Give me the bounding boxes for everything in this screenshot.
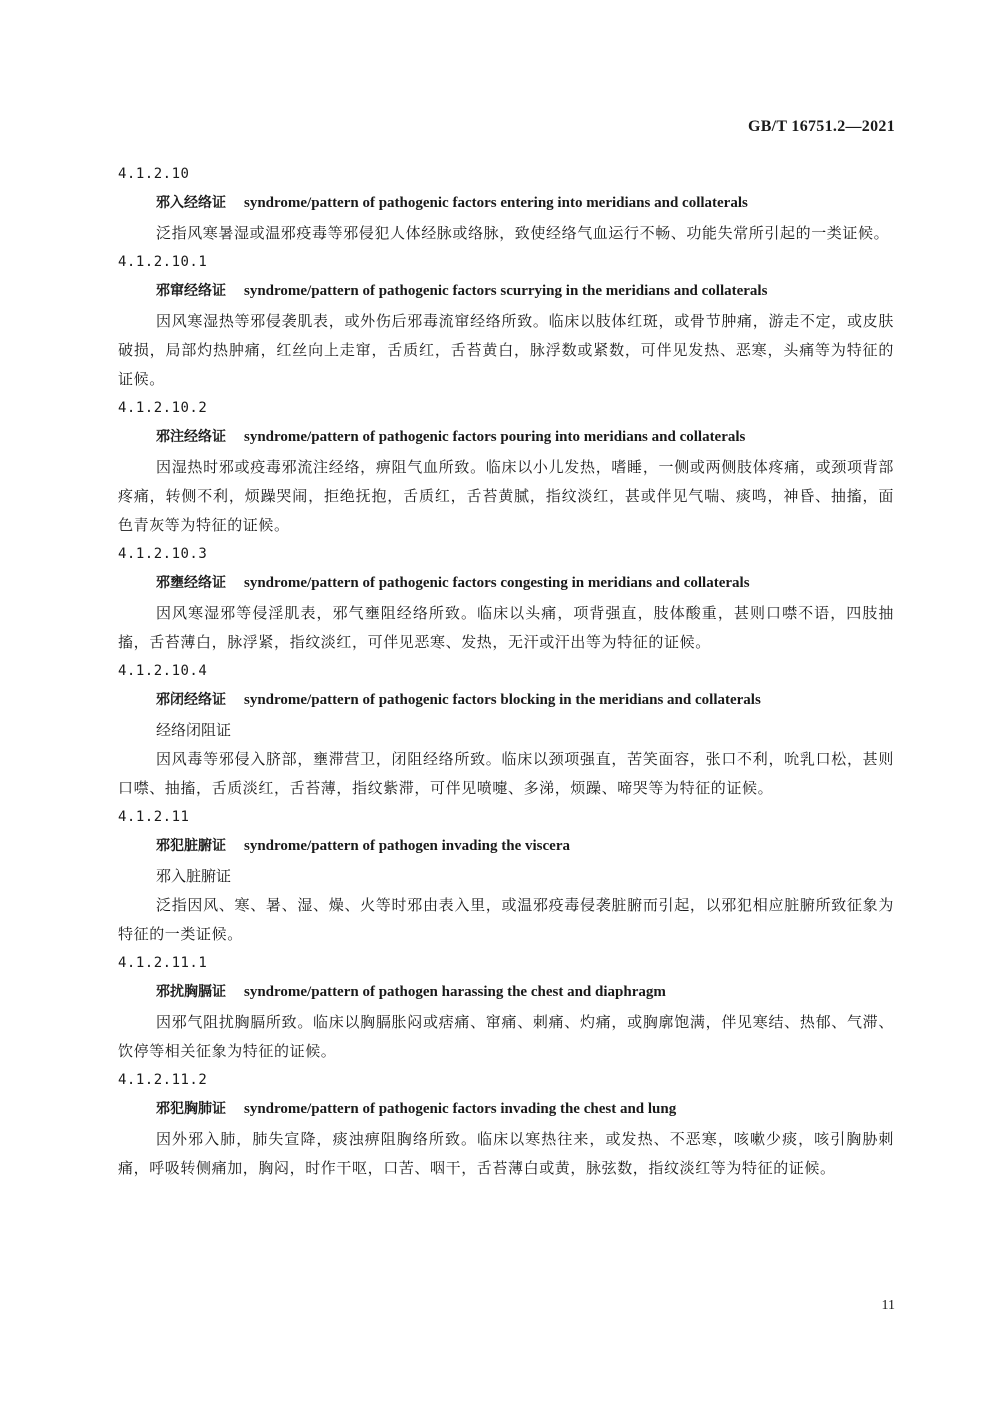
term-chinese: 邪犯脏腑证 [156, 838, 226, 854]
entry-number: 4.1.2.11.2 [118, 1072, 208, 1088]
term-chinese: 邪入经络证 [156, 195, 226, 211]
term-definition: 泛指风寒暑湿或温邪疫毒等邪侵犯人体经脉或络脉，致使经络气血运行不畅、功能失常所引起的一类证候。 [156, 224, 890, 242]
term-definition: 因邪气阻扰胸膈所致。临床以胸膈胀闷或痞痛、窜痛、刺痛、灼痛，或胸廓饱满，伴见寒结、热郁、气滞、饮停等相关征象为特征的证候。 [118, 1013, 894, 1060]
term-heading [118, 977, 894, 1008]
entry-number: 4.1.2.11 [118, 809, 190, 825]
term-definition: 因外邪入肺，肺失宣降，痰浊痹阻胸络所致。临床以寒热往来，或发热、不恶寒，咳嗽少痰，咳引胸胁刺痛，呼吸转侧痛加，胸闷，时作干呕，口苦、咽干，舌苔薄白或黄，脉弦数，指纹淡红等为特征的证候。 [118, 1130, 894, 1177]
term-english: syndrome/pattern of pathogenic factors pouring into meridians and collaterals [244, 429, 746, 445]
term-english: syndrome/pattern of pathogenic factors congesting in meridians and collaterals [244, 575, 750, 591]
entry-number: 4.1.2.10.4 [118, 663, 208, 679]
term-heading [118, 188, 894, 219]
term-english: syndrome/pattern of pathogen harassing the chest and diaphragm [244, 984, 666, 1000]
term-synonym: 邪入脏腑证 [156, 867, 232, 885]
term-heading [118, 276, 894, 307]
term-chinese: 邪闭经络证 [156, 692, 226, 708]
entry-number: 4.1.2.10.3 [118, 546, 208, 562]
term-heading [118, 831, 894, 862]
term-definition: 泛指因风、寒、暑、湿、燥、火等时邪由表入里，或温邪疫毒侵袭脏腑而引起，以邪犯相应脏腑所致征象为特征的一类证候。 [118, 896, 894, 943]
term-entry [118, 657, 894, 803]
document-body [118, 160, 894, 1183]
term-definition: 因风寒湿邪等侵淫肌表，邪气壅阻经络所致。临床以头痛，项背强直，肢体酸重，甚则口噤不语，四肢抽搐，舌苔薄白，脉浮紧，指纹淡红，可伴见恶寒、发热，无汗或汗出等为特征的证候。 [118, 604, 894, 651]
standard-code: GB/T 16751.2—2021 [747, 118, 895, 135]
term-english: syndrome/pattern of pathogenic factors invading the chest and lung [244, 1101, 677, 1117]
term-entry [118, 160, 894, 248]
term-chinese: 邪壅经络证 [156, 575, 226, 591]
term-chinese: 邪注经络证 [156, 429, 226, 445]
entry-number: 4.1.2.10.2 [118, 400, 208, 416]
term-definition: 因风毒等邪侵入脐部，壅滞营卫，闭阻经络所致。临床以颈项强直，苦笑面容，张口不利，吮乳口松，甚则口噤、抽搐，舌质淡红，舌苔薄，指纹紫滞，可伴见喷嚏、多涕，烦躁、啼哭等为特征的证候。 [118, 750, 894, 797]
entry-number: 4.1.2.10.1 [118, 254, 208, 270]
term-entry [118, 540, 894, 657]
term-english: syndrome/pattern of pathogen invading the viscera [244, 838, 570, 854]
term-english: syndrome/pattern of pathogenic factors blocking in the meridians and collaterals [244, 692, 761, 708]
term-entry [118, 394, 894, 540]
term-chinese: 邪扰胸膈证 [156, 984, 226, 1000]
term-english: syndrome/pattern of pathogenic factors scurrying in the meridians and collaterals [244, 283, 768, 299]
page-number: 11 [881, 1298, 895, 1313]
term-english: syndrome/pattern of pathogenic factors entering into meridians and collaterals [244, 195, 748, 211]
term-chinese: 邪窜经络证 [156, 283, 226, 299]
term-entry [118, 1066, 894, 1183]
term-definition: 因风寒湿热等邪侵袭肌表，或外伤后邪毒流窜经络所致。临床以肢体红斑，或骨节肿痛，游走不定，或皮肤破损，局部灼热肿痛，红丝向上走窜，舌质红，舌苔黄白，脉浮数或紧数，可伴见发热、恶寒，头痛等为特征的证候。 [118, 312, 894, 388]
term-entry [118, 803, 894, 949]
term-entry [118, 949, 894, 1066]
entry-number: 4.1.2.11.1 [118, 955, 208, 971]
term-heading [118, 422, 894, 453]
term-entry [118, 248, 894, 394]
entry-number: 4.1.2.10 [118, 166, 190, 182]
term-definition: 因湿热时邪或疫毒邪流注经络，痹阻气血所致。临床以小儿发热，嗜睡，一侧或两侧肢体疼痛，或颈项背部疼痛，转侧不利，烦躁哭闹，拒绝抚抱，舌质红，舌苔黄腻，指纹淡红，甚或伴见气喘、痰鸣，神昏、抽搐，面色青灰等为特征的证候。 [118, 458, 894, 534]
term-heading [118, 685, 894, 716]
term-synonym: 经络闭阻证 [156, 721, 232, 739]
term-heading [118, 568, 894, 599]
term-heading [118, 1094, 894, 1125]
term-chinese: 邪犯胸肺证 [156, 1101, 226, 1117]
